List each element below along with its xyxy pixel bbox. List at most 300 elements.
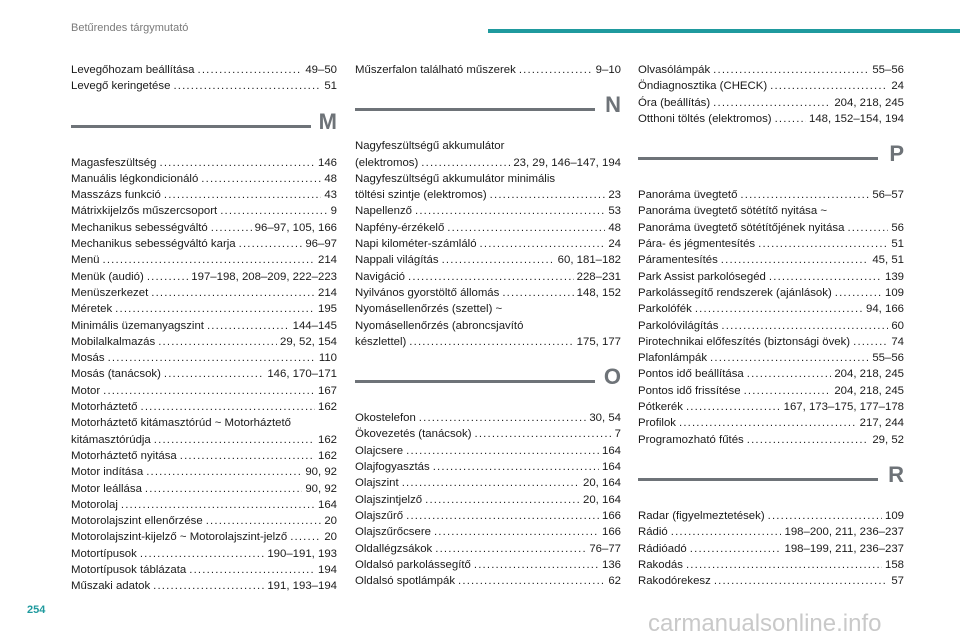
entry-pages: 158 (884, 558, 904, 571)
entry-term: Műszaki adatok (71, 580, 151, 593)
index-entry (638, 95, 904, 111)
index-entry (355, 573, 621, 589)
entry-pages: 51 (324, 80, 337, 93)
index-entry (638, 334, 904, 350)
entry-term: Rádióadó (638, 542, 687, 555)
dot-leader (146, 464, 302, 480)
index-entry (638, 285, 904, 301)
entry-pages: 20 (324, 515, 337, 528)
entry-term: Napellenző (355, 205, 412, 218)
entry-pages: 57 (891, 575, 904, 588)
entry-term: Óra (beállítás) (638, 96, 711, 109)
index-column-2 (355, 62, 621, 589)
index-entry (638, 557, 904, 573)
dot-leader (679, 415, 857, 431)
index-entry (71, 301, 337, 317)
dot-leader (158, 334, 277, 350)
entry-term: Oldallégzsákok (355, 542, 433, 555)
entry-pages: 9–10 (595, 64, 621, 76)
entry-pages: 23 (608, 189, 621, 202)
index-entry (71, 432, 337, 448)
entry-term: Minimális üzemanyagszint (71, 319, 204, 332)
entry-pages: 139 (884, 270, 904, 283)
entry-term: Oldalsó spotlámpák (355, 575, 456, 588)
index-entry (71, 334, 337, 350)
dot-leader (108, 350, 316, 366)
dot-leader (519, 62, 593, 78)
entry-term: Nappali világítás (355, 254, 439, 267)
dot-leader (173, 78, 321, 94)
entry-pages: 24 (891, 80, 904, 93)
dot-leader (140, 546, 264, 562)
section-header (355, 82, 621, 138)
entry-pages: 217, 244 (859, 417, 904, 430)
dot-leader (147, 269, 188, 285)
entry-pages: 60 (891, 319, 904, 332)
section-header (71, 99, 337, 155)
index-entry (638, 541, 904, 557)
entry-term: kitámasztórúdja (71, 433, 151, 446)
entry-pages: 23, 29, 146–147, 194 (513, 156, 621, 169)
dot-leader (180, 448, 315, 464)
dot-leader (721, 318, 888, 334)
entry-term: Motortípusok táblázata (71, 564, 187, 577)
dot-leader (744, 383, 832, 399)
dot-leader (740, 187, 869, 203)
dot-leader (475, 426, 612, 442)
index-entry (638, 350, 904, 366)
entry-pages: 198–200, 211, 236–237 (784, 526, 904, 539)
entry-term: Rakodórekesz (638, 575, 711, 588)
entry-pages: 191, 193–194 (267, 580, 337, 593)
entry-term: készlettel) (355, 335, 407, 348)
index-entry (355, 492, 621, 508)
entry-term: Otthoni töltés (elektromos) (638, 112, 772, 125)
dot-leader (442, 252, 555, 268)
entry-term: Rádió (638, 526, 668, 539)
entry-term: Motorolaj (71, 498, 118, 511)
index-entry-line: Panoráma üvegtető sötétítő nyitása ~ (638, 205, 828, 218)
index-entry (71, 366, 337, 382)
dot-leader (220, 203, 327, 219)
section-divider (638, 157, 878, 160)
header-accent-bar (488, 29, 960, 33)
index-entry (71, 513, 337, 529)
entry-pages: 162 (317, 433, 337, 446)
entry-term: Motorháztető (71, 401, 138, 414)
index-entry (638, 573, 904, 589)
index-entry (71, 285, 337, 301)
entry-pages: 90, 92 (305, 466, 337, 479)
entry-term: Pótkerék (638, 401, 683, 414)
index-entry (355, 541, 621, 557)
entry-pages: 51 (891, 238, 904, 251)
dot-leader (153, 578, 264, 594)
entry-pages: 162 (317, 401, 337, 414)
index-entry (355, 252, 621, 268)
index-entry (355, 155, 621, 171)
index-entry (71, 546, 337, 562)
entry-term: Olajszűrőcsere (355, 526, 431, 539)
dot-leader (103, 383, 315, 399)
dot-leader (768, 508, 882, 524)
entry-pages: 146, 170–171 (267, 368, 337, 381)
entry-term: Napfény-érzékelő (355, 221, 445, 234)
dot-leader (433, 459, 599, 475)
entry-term: Menüszerkezet (71, 286, 149, 299)
entry-term: Rakodás (638, 558, 683, 571)
dot-leader (239, 236, 303, 252)
entry-term: Okostelefon (355, 412, 416, 425)
entry-term: Pirotechnikai előfeszítés (biztonsági övek) (638, 335, 851, 348)
dot-leader (159, 155, 315, 171)
entry-term: Parkolássegítő rendszerek (ajánlások) (638, 286, 832, 299)
entry-pages: 195 (317, 303, 337, 316)
entry-pages: 164 (601, 461, 621, 474)
entry-pages: 194 (317, 564, 337, 577)
entry-pages: 53 (608, 205, 621, 218)
dot-leader (713, 62, 869, 78)
entry-pages: 45, 51 (872, 254, 904, 267)
dot-leader (695, 301, 863, 317)
dot-leader (686, 557, 882, 573)
index-column-1 (71, 62, 337, 595)
index-entry (71, 481, 337, 497)
dot-leader (206, 513, 322, 529)
dot-leader (480, 236, 606, 252)
dot-leader (145, 481, 302, 497)
entry-term: (elektromos) (355, 156, 419, 169)
section-letter: R (888, 461, 904, 487)
entry-term: Magasfeszültség (71, 156, 157, 169)
entry-term: Motorolajszint-kijelző ~ Motorolajszint-jelző (71, 531, 288, 544)
dot-leader (415, 203, 605, 219)
entry-term: Parkolóvilágítás (638, 319, 719, 332)
entry-term: Motor leállása (71, 482, 142, 495)
entry-pages: 30, 54 (589, 412, 621, 425)
dot-leader (769, 269, 882, 285)
section-header (638, 452, 904, 508)
dot-leader (408, 269, 574, 285)
index-entry (71, 350, 337, 366)
entry-pages: 148, 152–154, 194 (808, 112, 904, 125)
entry-pages: 204, 218, 245 (834, 384, 904, 397)
index-entry (355, 459, 621, 475)
dot-leader (406, 508, 599, 524)
index-entry-line: Nagyfeszültségű akkumulátor (355, 140, 505, 153)
entry-term: Mechanikus sebességváltó karja (71, 238, 236, 251)
entry-pages: 175, 177 (576, 335, 621, 348)
dot-leader (121, 497, 315, 513)
entry-term: Motor indítása (71, 466, 144, 479)
entry-pages: 96–97, 105, 166 (254, 221, 337, 234)
entry-term: töltési szintje (elektromos) (355, 189, 487, 202)
section-divider (638, 478, 878, 481)
index-entry (638, 415, 904, 431)
index-entry (638, 78, 904, 94)
index-entry-line: Nyomásellenőrzés (szettel) ~ (355, 303, 503, 316)
index-entry (71, 562, 337, 578)
dot-leader (419, 410, 587, 426)
index-entry (71, 62, 337, 78)
entry-term: Mosás (71, 352, 105, 365)
index-entry (638, 383, 904, 399)
entry-term: Műszerfalon található műszerek (355, 64, 516, 76)
entry-term: Manuális légkondicionáló (71, 172, 199, 185)
dot-leader (502, 285, 573, 301)
entry-pages: 29, 52 (872, 433, 904, 446)
entry-term: Levegő keringetése (71, 80, 171, 93)
section-letter: O (603, 364, 621, 390)
entry-term: Navigáció (355, 270, 406, 283)
entry-pages: 164 (601, 444, 621, 457)
page-number: 254 (27, 604, 46, 616)
entry-pages: 74 (891, 335, 904, 348)
index-entry (355, 236, 621, 252)
entry-pages: 162 (317, 449, 337, 462)
entry-term: Park Assist parkolósegéd (638, 270, 766, 283)
entry-term: Pontos idő frissítése (638, 384, 741, 397)
dot-leader (770, 78, 888, 94)
section-divider (71, 125, 311, 128)
index-entry (355, 269, 621, 285)
index-entry (355, 334, 621, 350)
entry-pages: 20, 164 (582, 477, 621, 490)
entry-term: Motorolajszint ellenőrzése (71, 515, 203, 528)
dot-leader (847, 220, 888, 236)
dot-leader (164, 366, 264, 382)
dot-leader (690, 541, 782, 557)
entry-term: Masszázs funkció (71, 189, 161, 202)
index-entry (355, 220, 621, 236)
entry-pages: 9 (330, 205, 337, 218)
section-header (355, 354, 621, 410)
dot-leader (409, 334, 573, 350)
entry-pages: 7 (614, 428, 621, 441)
index-entry (355, 203, 621, 219)
entry-pages: 228–231 (576, 270, 621, 283)
entry-pages: 167 (317, 384, 337, 397)
index-entry (71, 383, 337, 399)
index-entry (355, 426, 621, 442)
index-entry (638, 399, 904, 415)
dot-leader (671, 524, 782, 540)
index-entry-line: Nagyfeszültségű akkumulátor minimális (355, 172, 556, 185)
entry-pages: 24 (608, 238, 621, 251)
dot-leader (140, 399, 315, 415)
dot-leader (686, 399, 781, 415)
index-entry (638, 269, 904, 285)
entry-term: Motor (71, 384, 101, 397)
entry-term: Parkolófék (638, 303, 692, 316)
index-entry (71, 187, 337, 203)
entry-pages: 62 (608, 575, 621, 588)
entry-term: Menük (audió) (71, 270, 144, 283)
index-entry (71, 252, 337, 268)
entry-pages: 198–199, 211, 236–237 (784, 542, 904, 555)
section-letter: M (318, 108, 337, 134)
index-entry (638, 301, 904, 317)
entry-term: Panoráma üvegtető (638, 189, 738, 202)
dot-leader (758, 236, 888, 252)
index-entry (355, 187, 621, 203)
dot-leader (853, 334, 888, 350)
dot-leader (490, 187, 606, 203)
entry-pages: 148, 152 (576, 286, 621, 299)
index-entry (71, 155, 337, 171)
entry-term: Ökovezetés (tanácsok) (355, 428, 472, 441)
index-entry (355, 524, 621, 540)
index-entry (638, 62, 904, 78)
entry-term: Olajszűrő (355, 509, 404, 522)
entry-pages: 204, 218, 245 (834, 368, 904, 381)
entry-term: Motortípusok (71, 547, 137, 560)
entry-pages: 55–56 (872, 64, 904, 76)
index-entry (638, 111, 904, 127)
entry-pages: 94, 166 (865, 303, 904, 316)
index-entry (355, 443, 621, 459)
entry-pages: 90, 92 (305, 482, 337, 495)
entry-term: Profilok (638, 417, 676, 430)
entry-term: Mátrixkijelzős műszercsoport (71, 205, 218, 218)
index-entry (355, 508, 621, 524)
dot-leader (425, 492, 580, 508)
dot-leader (713, 95, 831, 111)
dot-leader (435, 541, 586, 557)
entry-term: Menü (71, 254, 100, 267)
index-entry (71, 203, 337, 219)
dot-leader (747, 366, 832, 382)
index-entry (71, 399, 337, 415)
index-entry (71, 497, 337, 513)
index-entry-line: Motorháztető kitámasztórúd ~ Motorháztető (71, 417, 292, 430)
index-column-3 (638, 62, 904, 589)
entry-pages: 166 (601, 509, 621, 522)
section-divider (355, 108, 595, 111)
dot-leader (103, 252, 315, 268)
index-entry (638, 220, 904, 236)
entry-pages: 49–50 (305, 64, 337, 76)
entry-term: Olajszintjelző (355, 493, 423, 506)
dot-leader (201, 171, 321, 187)
dot-leader (835, 285, 882, 301)
entry-pages: 76–77 (589, 542, 621, 555)
index-entry (71, 78, 337, 94)
entry-pages: 56 (891, 221, 904, 234)
entry-term: Oldalsó parkolássegítő (355, 558, 471, 571)
index-entry (638, 252, 904, 268)
entry-pages: 55–56 (872, 352, 904, 365)
entry-term: Plafonlámpák (638, 352, 708, 365)
entry-pages: 56–57 (872, 189, 904, 202)
entry-pages: 20, 164 (582, 493, 621, 506)
dot-leader (474, 557, 599, 573)
entry-term: Olajszint (355, 477, 399, 490)
entry-pages: 29, 52, 154 (279, 335, 337, 348)
dot-leader (421, 155, 510, 171)
entry-term: Páramentesítés (638, 254, 718, 267)
section-divider (355, 380, 595, 383)
entry-pages: 136 (601, 558, 621, 571)
dot-leader (290, 529, 321, 545)
index-entry (71, 448, 337, 464)
index-entry (71, 220, 337, 236)
index-entry-line: Nyomásellenőrzés (abroncsjavító (355, 319, 524, 332)
entry-term: Olajfogyasztás (355, 461, 430, 474)
dot-leader (406, 443, 599, 459)
entry-term: Öndiagnosztika (CHECK) (638, 80, 768, 93)
entry-pages: 166 (601, 526, 621, 539)
entry-pages: 204, 218, 245 (834, 96, 904, 109)
entry-term: Pontos idő beállítása (638, 368, 744, 381)
index-entry (355, 410, 621, 426)
watermark: carmanualsonline.info (648, 610, 882, 637)
entry-pages: 167, 173–175, 177–178 (783, 401, 904, 414)
dot-leader (434, 524, 599, 540)
entry-pages: 60, 181–182 (557, 254, 621, 267)
entry-pages: 190–191, 193 (267, 547, 337, 560)
index-entry (71, 464, 337, 480)
dot-leader (714, 573, 889, 589)
dot-leader (402, 475, 580, 491)
dot-leader (207, 318, 290, 334)
index-entry (638, 366, 904, 382)
dot-leader (458, 573, 605, 589)
index-entry (71, 171, 337, 187)
entry-pages: 20 (324, 531, 337, 544)
entry-term: Olvasólámpák (638, 64, 711, 76)
entry-pages: 48 (608, 221, 621, 234)
section-letter: N (605, 92, 621, 118)
index-entry (71, 318, 337, 334)
entry-pages: 214 (317, 254, 337, 267)
entry-pages: 144–145 (292, 319, 337, 332)
entry-term: Olajcsere (355, 444, 404, 457)
index-entry (638, 524, 904, 540)
entry-pages: 197–198, 208–209, 222–223 (191, 270, 337, 283)
entry-pages: 110 (318, 352, 337, 365)
dot-leader (211, 220, 252, 236)
entry-pages: 164 (317, 498, 337, 511)
dot-leader (447, 220, 605, 236)
entry-term: Levegőhozam beállítása (71, 64, 195, 76)
index-entry (71, 529, 337, 545)
entry-pages: 96–97 (305, 238, 337, 251)
dot-leader (721, 252, 870, 268)
dot-leader (115, 301, 315, 317)
index-entry (355, 475, 621, 491)
index-entry (638, 432, 904, 448)
entry-term: Nyilvános gyorstöltő állomás (355, 286, 500, 299)
index-entry (71, 269, 337, 285)
section-letter: P (889, 141, 904, 167)
page-header-title: Betűrendes tárgymutató (71, 22, 189, 34)
index-entry (638, 508, 904, 524)
dot-leader (154, 432, 315, 448)
entry-term: Panoráma üvegtető sötétítőjének nyitása (638, 221, 845, 234)
dot-leader (197, 62, 302, 78)
section-header (638, 131, 904, 187)
dot-leader (189, 562, 315, 578)
entry-term: Pára- és jégmentesítés (638, 238, 756, 251)
dot-leader (710, 350, 869, 366)
dot-leader (775, 111, 806, 127)
dot-leader (151, 285, 315, 301)
entry-term: Radar (figyelmeztetések) (638, 509, 765, 522)
index-entry (638, 236, 904, 252)
entry-pages: 48 (324, 172, 337, 185)
index-entry (355, 557, 621, 573)
